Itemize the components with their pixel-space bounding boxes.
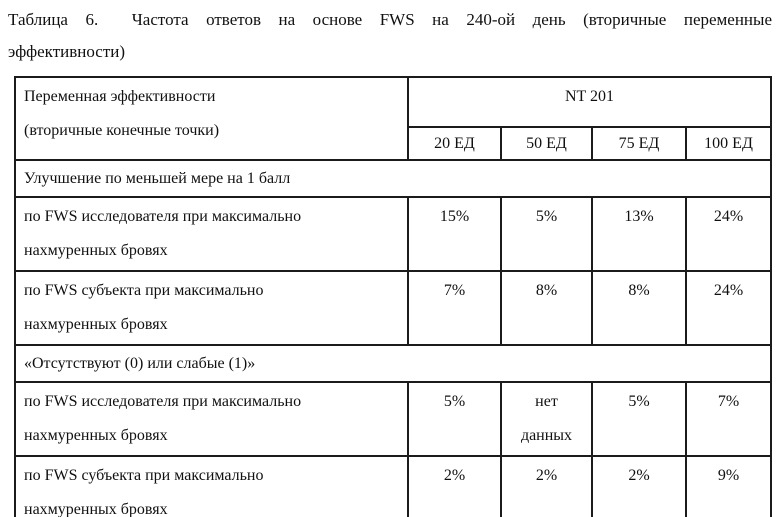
value-cell: 2% <box>501 456 592 517</box>
header-dose-75-cell: 75 ЕД <box>592 127 686 160</box>
value-cell: 24% <box>686 271 771 345</box>
caption-text: Частота ответов на основе FWS на 240-ой день (вторичные переменные <box>131 10 772 29</box>
value-cell: 7% <box>686 382 771 456</box>
value-cell: 8% <box>501 271 592 345</box>
header-dose-50-cell: 50 ЕД <box>501 127 592 160</box>
value-cell: 2% <box>592 456 686 517</box>
value-cell: нет данных <box>501 382 592 456</box>
data-row-investigator-fws-2 <box>15 382 771 456</box>
caption-table-number: Таблица 6. <box>8 10 99 29</box>
value-cell: 5% <box>592 382 686 456</box>
value-cell: 15% <box>408 197 501 271</box>
value-cell: 7% <box>408 271 501 345</box>
value-cell: 13% <box>592 197 686 271</box>
table-caption-line1 <box>8 4 772 35</box>
caption-text-continuation: эффективности) <box>8 42 126 61</box>
row-label: по FWS исследователя при максимально нахмуренных бровях <box>15 382 408 456</box>
header-variable-cell: Переменная эффективности (вторичные конечные точки) <box>15 77 408 160</box>
efficacy-response-table <box>14 76 772 517</box>
value-cell: 24% <box>686 197 771 271</box>
section-label-improvement: Улучшение по меньшей мере на 1 балл <box>15 160 771 197</box>
data-row-subject-fws-1 <box>15 271 771 345</box>
section-row-none-or-mild <box>15 345 771 382</box>
section-row-improvement <box>15 160 771 197</box>
header-dose-100-cell: 100 ЕД <box>686 127 771 160</box>
table-caption-line2 <box>8 35 772 68</box>
row-label: по FWS субъекта при максимально нахмуренных бровях <box>15 271 408 345</box>
value-cell: 9% <box>686 456 771 517</box>
value-cell: 5% <box>408 382 501 456</box>
row-label: по FWS субъекта при максимально нахмуренных бровях <box>15 456 408 517</box>
data-row-subject-fws-2 <box>15 456 771 517</box>
section-label-none-or-mild: «Отсутствуют (0) или слабые (1)» <box>15 345 771 382</box>
value-cell: 5% <box>501 197 592 271</box>
table-caption <box>0 0 780 68</box>
value-cell: 2% <box>408 456 501 517</box>
data-row-investigator-fws-1 <box>15 197 771 271</box>
header-treatment-group-cell: NT 201 <box>408 77 771 127</box>
header-row-group <box>15 77 771 127</box>
header-dose-20-cell: 20 ЕД <box>408 127 501 160</box>
caption-tab-space <box>98 24 114 25</box>
value-cell: 8% <box>592 271 686 345</box>
row-label: по FWS исследователя при максимально нахмуренных бровях <box>15 197 408 271</box>
